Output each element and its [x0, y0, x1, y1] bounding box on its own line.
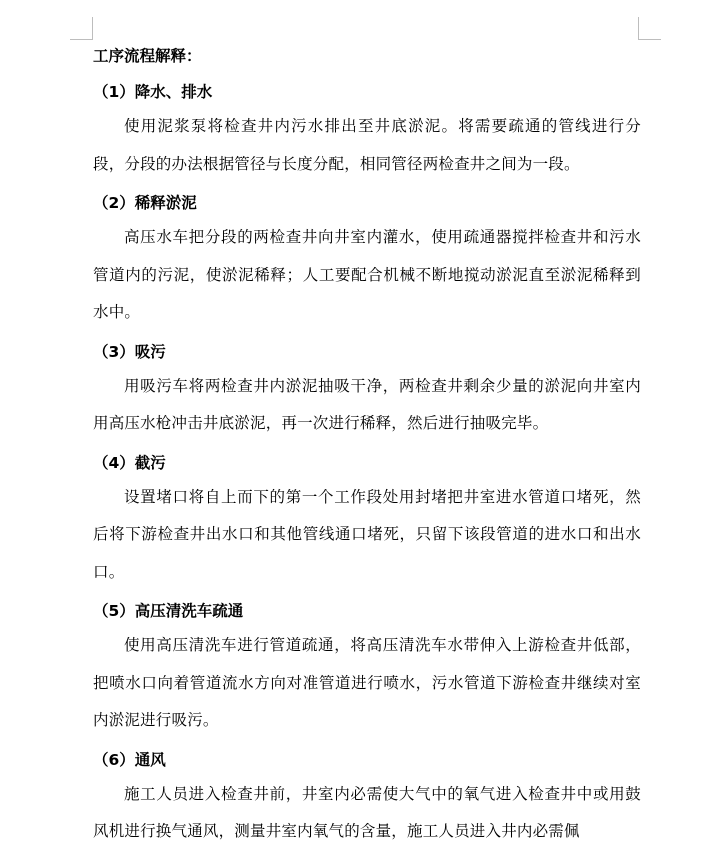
section-paragraph: 设置堵口将自上而下的第一个工作段处用封堵把井室进水管道口堵死，然后将下游检查井出水口和其他管线通口堵死，只留下该段管道的进水口和出水口。 [93, 487, 641, 581]
section-heading: （3）吸污 [93, 342, 166, 361]
section-paragraph: 使用高压清洗车进行管道疏通，将高压清洗车水带伸入上游检查井低部，把喷水口向着管道流水方向对准管道进行喷水，污水管道下游检查井继续对室内淤泥进行吸污。 [93, 636, 641, 729]
page-corner-mark-top-right [638, 17, 661, 40]
section-paragraph: 施工人员进入检查井前，井室内必需使大气中的氧气进入检查井中或用鼓风机进行换气通风，测量井室内氧气的含量，施工人员进入井内必需佩 [93, 784, 641, 840]
document-body[interactable] [93, 40, 641, 851]
section [93, 744, 641, 851]
section-paragraph: 用吸污车将两检查井内淤泥抽吸干净，两检查井剩余少量的淤泥向井室内用高压水枪冲击井底淤泥，再一次进行稀释，然后进行抽吸完毕。 [93, 376, 641, 432]
section-heading: （5）高压清洗车疏通 [93, 602, 244, 620]
section-heading: （1）降水、排水 [93, 83, 213, 101]
section [93, 336, 641, 443]
section-paragraph: 使用泥浆泵将检查井内污水排出至井底淤泥。将需要疏通的管线进行分段，分段的办法根据管径与长度分配，相同管径两检查井之间为一段。 [93, 117, 641, 173]
section [93, 447, 641, 592]
section-heading: （2）稀释淤泥 [93, 194, 197, 212]
section-heading: （6）通风 [93, 750, 166, 769]
section [93, 187, 641, 332]
section [93, 76, 641, 183]
section [93, 595, 641, 740]
page-corner-mark-top-left [70, 17, 93, 40]
section-heading: （4）截污 [93, 453, 166, 472]
document-title: 工序流程解释： [93, 47, 202, 65]
section-paragraph: 高压水车把分段的两检查井向井室内灌水，使用疏通器搅拌检查井和污水管道内的污泥，使淤泥稀释；人工要配合机械不断地搅动淤泥直至淤泥稀释到水中。 [93, 228, 641, 321]
